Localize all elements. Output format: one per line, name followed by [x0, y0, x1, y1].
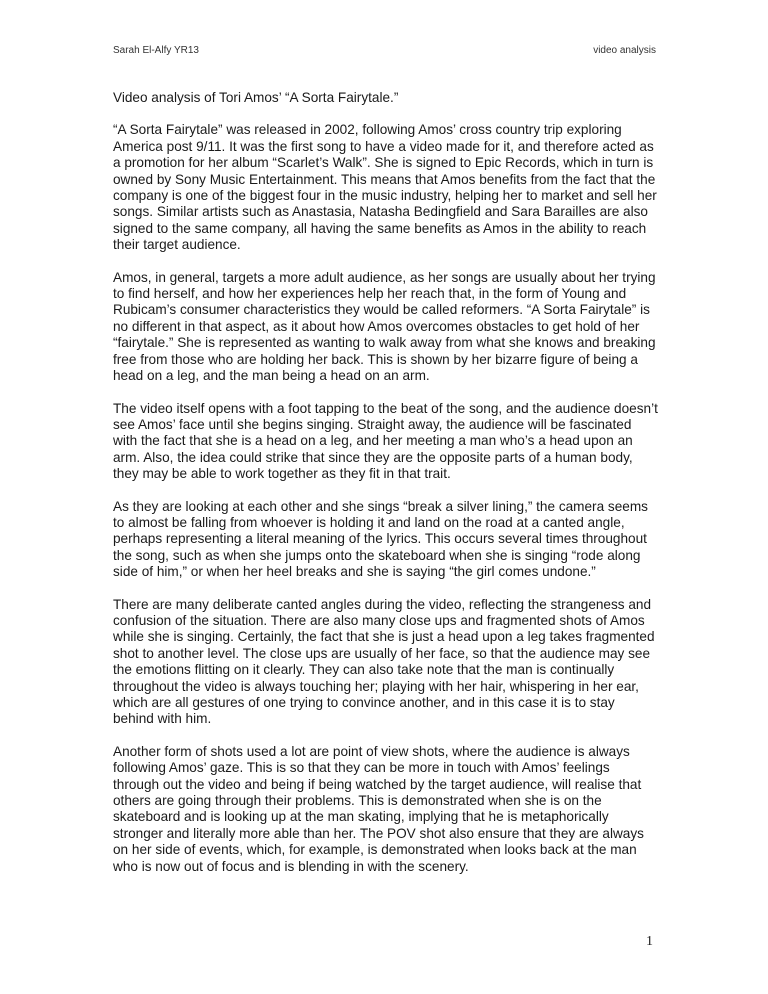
- paragraph: Amos, in general, targets a more adult audience, as her songs are usually about her trying to find herself, and how her experiences help her reach that, in the form of Young and Rubicam’s consumer characteristics they would be called reformers. “A Sorta Fairytale” is no different in that aspect, as it about how Amos overcomes obstacles to get hold of her “fairytale.” She is represented as wanting to walk away from what she knows and breaking free from those who are holding her back. This is shown by her bizarre figure of being a head on a leg, and the man being a head on an arm.: [113, 269, 656, 384]
- page-number: 1: [646, 934, 653, 949]
- paragraph: Another form of shots used a lot are point of view shots, where the audience is always following Amos’ gaze. This is so that they can be more in touch with Amos’ feelings through out the video and being if being watched by the target audience, will realise that others are going through their problems. This is demonstrated when she is on the skateboard and is looking up at the man skating, implying that he is metaphorically stronger and literally more able than her. The POV shot also ensure that they are always on her side of events, which, for example, is demonstrated when looks back at the man who is now out of focus and is blending in with the scenery.: [113, 743, 644, 874]
- paragraph: The video itself opens with a foot tapping to the beat of the song, and the audience doesn’t see Amos’ face until she begins singing. Straight away, the audience will be fascinated with the fact that she is a head on a leg, and her meeting a man who’s a head upon an arm. Also, the idea could strike that since they are the opposite parts of a human body, they may be able to work together as they fit in that trait.: [113, 400, 658, 482]
- page-header: [113, 45, 656, 56]
- document-title: Video analysis of Tori Amos’ “A Sorta Fairytale.”: [113, 90, 399, 105]
- paragraph: “A Sorta Fairytale” was released in 2002, following Amos’ cross country trip exploring America post 9/11. It was the first song to have a video made for it, and therefore acted as a promotion for her album “Scarlet’s Walk”. She is signed to Epic Records, which in turn is owned by Sony Music Entertainment. This means that Amos benefits from the fact that the company is one of the biggest four in the music industry, helping her to market and sell her songs. Similar artists such as Anastasia, Natasha Bedingfield and Sara Barailles are also signed to the same company, all having the same benefits as Amos in the ability to reach their target audience.: [113, 122, 657, 253]
- header-author: Sarah El-Alfy YR13: [113, 45, 199, 56]
- header-topic: video analysis: [593, 45, 656, 56]
- paragraph: There are many deliberate canted angles during the video, reflecting the strangeness and confusion of the situation. There are also many close ups and fragmented shots of Amos while she is singing. Certainly, the fact that she is just a head upon a leg takes fragmented shot to another level. The close ups are usually of her face, so that the audience may see the emotions flitting on it clearly. They can also take note that the man is continually throughout the video is always touching her; playing with her hair, whispering in her ear, which are all gestures of one trying to convince another, and in this case it is to stay behind with him.: [113, 596, 655, 727]
- document-body: [113, 90, 658, 891]
- paragraph: As they are looking at each other and she sings “break a silver lining,” the camera seems to almost be falling from whoever is holding it and land on the road at a canted angle, perhaps representing a literal meaning of the lyrics. This occurs several times throughout the song, such as when she jumps onto the skateboard when she is singing “rode along side of him,” or when her heel breaks and she is saying “the girl comes undone.”: [113, 498, 648, 580]
